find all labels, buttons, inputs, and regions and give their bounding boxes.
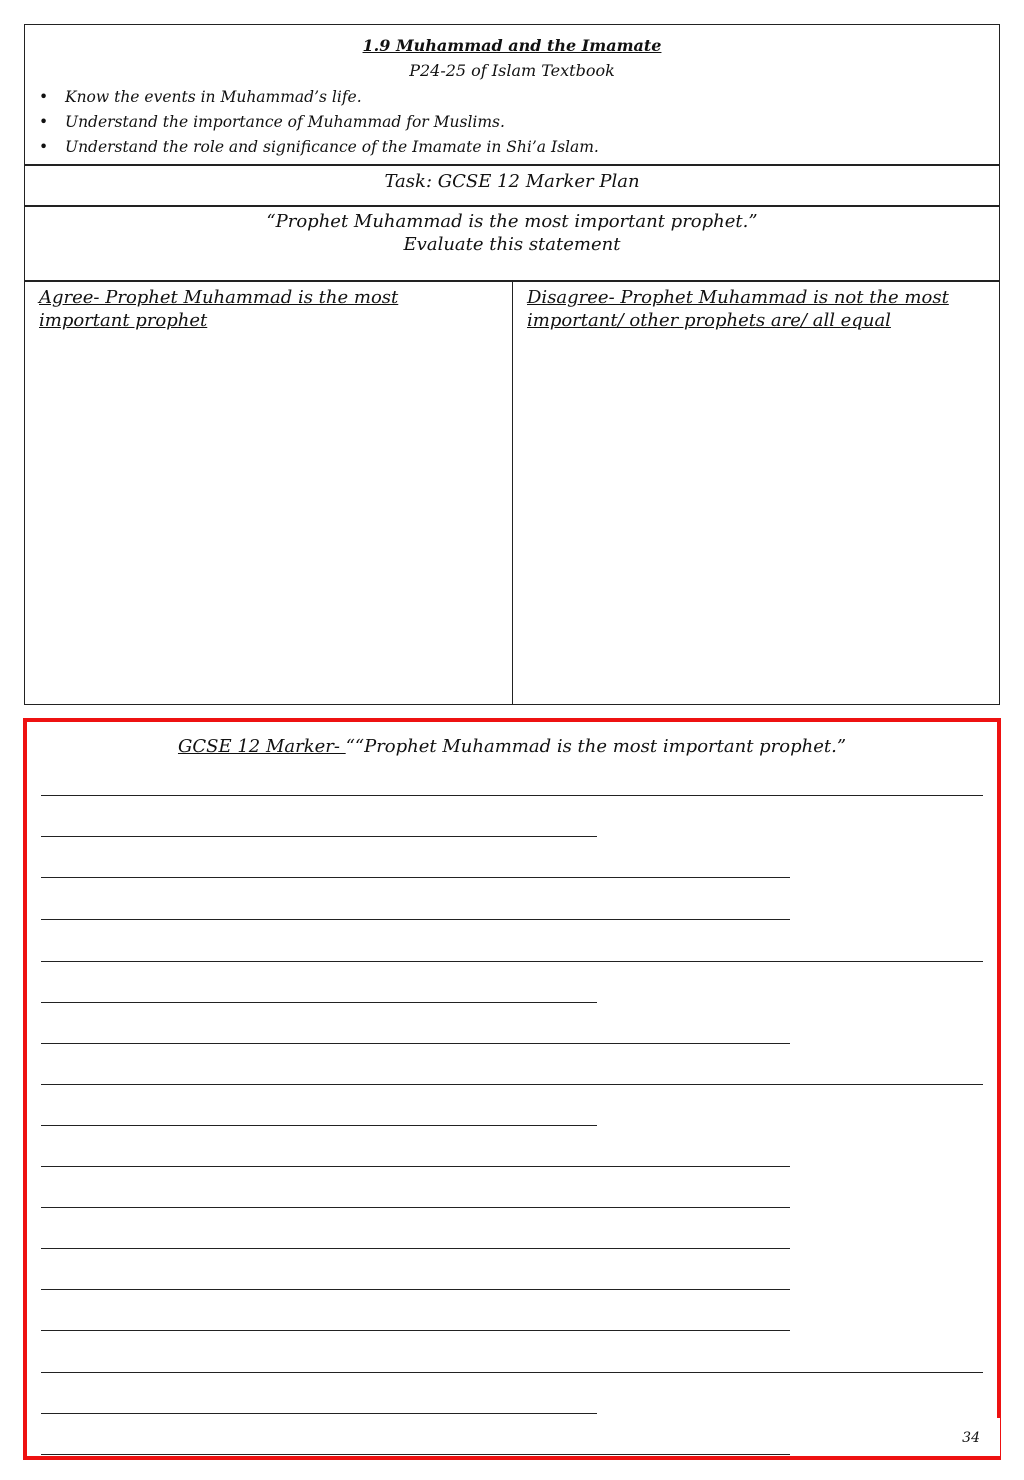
writing-line[interactable]: [41, 919, 790, 920]
objective-item: • Understand the importance of Muhammad for Muslims.: [25, 110, 599, 135]
agree-column-heading: Agree- Prophet Muhammad is the most important prophet: [39, 287, 399, 331]
writing-line[interactable]: [41, 1289, 790, 1290]
writing-line[interactable]: [41, 1002, 597, 1003]
statement-box: [24, 205, 1000, 282]
page-number-box: [942, 1418, 1000, 1456]
header-box: [24, 24, 1000, 166]
writing-line[interactable]: [41, 961, 983, 962]
writing-line[interactable]: [41, 1166, 790, 1167]
answer-title-quote: ““Prophet Muhammad is the most important prophet.”: [345, 736, 847, 757]
task-box: [24, 164, 1000, 207]
writing-line[interactable]: [41, 1125, 597, 1126]
objective-item: • Know the events in Muhammad’s life.: [25, 85, 599, 110]
writing-line[interactable]: [41, 1413, 597, 1414]
writing-line[interactable]: [41, 1330, 790, 1331]
answer-box: [23, 718, 1001, 1460]
writing-line[interactable]: [41, 836, 597, 837]
bullet-icon: •: [39, 88, 49, 106]
objective-item: • Understand the role and significance of the Imamate in Shi’a Islam.: [25, 135, 599, 160]
disagree-column-heading: Disagree- Prophet Muhammad is not the most important/ other prophets are/ all equal: [527, 287, 949, 331]
writing-line[interactable]: [41, 1248, 790, 1249]
writing-line[interactable]: [41, 1043, 790, 1044]
writing-line[interactable]: [41, 1084, 983, 1085]
bullet-icon: •: [39, 138, 49, 156]
bullet-icon: •: [39, 113, 49, 131]
page-title: 1.9 Muhammad and the Imamate: [362, 36, 662, 55]
writing-line[interactable]: [41, 795, 983, 796]
writing-line[interactable]: [41, 1372, 983, 1373]
writing-line[interactable]: [41, 1454, 790, 1455]
statement-quote: “Prophet Muhammad is the most important prophet.”: [266, 211, 758, 232]
task-title: Task: GCSE 12 Marker Plan: [384, 171, 640, 192]
learning-objectives: [25, 85, 599, 160]
writing-line[interactable]: [41, 877, 790, 878]
column-divider: [512, 281, 513, 704]
answer-title: [27, 736, 997, 757]
textbook-reference: P24-25 of Islam Textbook: [409, 61, 615, 80]
answer-title-prefix: GCSE 12 Marker-: [177, 736, 346, 757]
plan-table: [24, 280, 1000, 705]
page-number: 34: [962, 1430, 980, 1446]
statement-instruction: Evaluate this statement: [403, 234, 621, 255]
writing-line[interactable]: [41, 1207, 790, 1208]
